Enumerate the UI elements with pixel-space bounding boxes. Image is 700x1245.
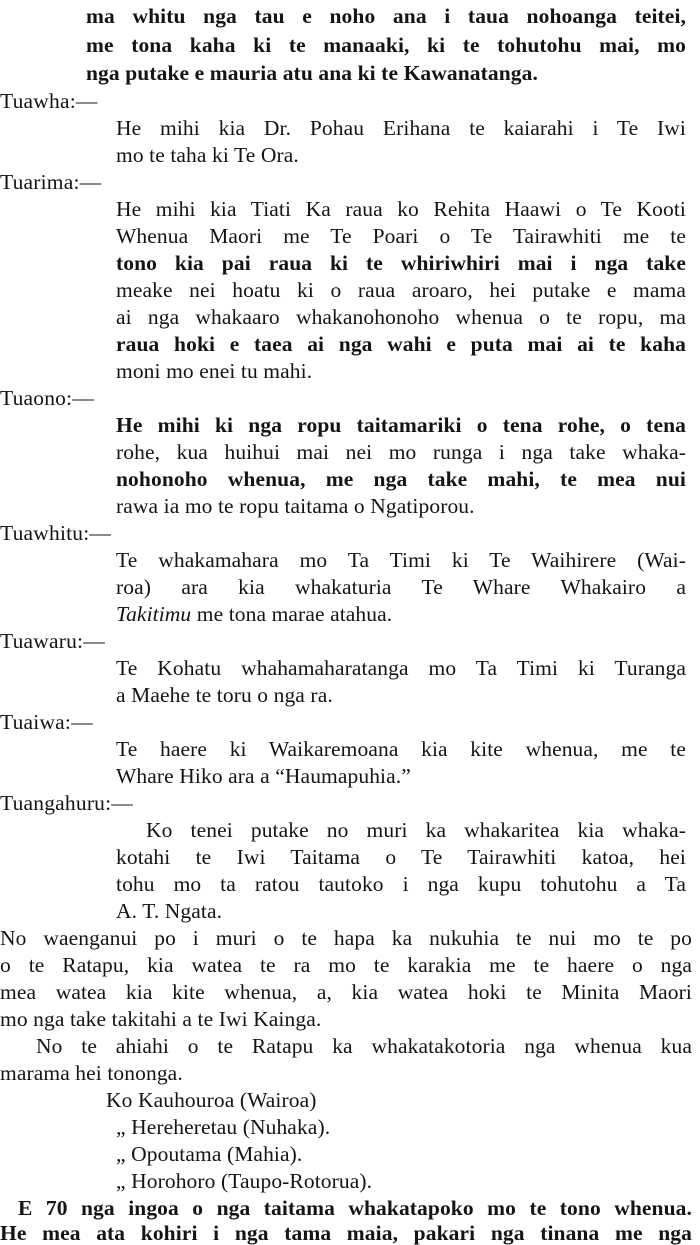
- tuawhitu-line-3-rest: me tona marae atahua.: [191, 602, 393, 626]
- heading-tuawha: Tuawha:—: [0, 89, 98, 113]
- paragraph1-line-1: No waenganui po i muri o te hapa ka nukuhia te nui mo te po: [0, 926, 692, 950]
- paragraph1-line-2: o te Ratapu, kia watea te ra mo te karakia me te haere o nga: [0, 953, 692, 977]
- heading-tuawaru: Tuawaru:—: [0, 629, 105, 653]
- heading-tuaiwa: Tuaiwa:—: [0, 710, 93, 734]
- tuarima-line-4: meake nei hoatu ki o raua aroaro, hei putake e mama: [116, 278, 686, 302]
- intro-line-2: me tona kaha ki te manaaki, ki te tohutohu mai, mo: [86, 33, 686, 57]
- tuaono-line-2: rohe, kua huihui mai nei mo runga i nga take whaka-: [116, 440, 686, 464]
- paragraph1-line-4: mo nga take takitahi a te Iwi Kainga.: [0, 1007, 322, 1031]
- tuarima-line-2: Whenua Maori me Te Poari o Te Tairawhiti me te: [116, 224, 686, 248]
- tuawaru-line-2: a Maehe te toru o nga ra.: [116, 683, 333, 707]
- tuaono-line-1: He mihi ki nga ropu taitamariki o tena rohe, o tena: [116, 413, 686, 437]
- tuarima-line-1: He mihi kia Tiati Ka raua ko Rehita Haawi o Te Kooti: [116, 197, 686, 221]
- heading-tuawhitu: Tuawhitu:—: [0, 521, 112, 545]
- tuawha-line-1: He mihi kia Dr. Pohau Erihana te kaiarahi i Te Iwi: [116, 116, 686, 140]
- tuawhitu-line-3: [116, 602, 392, 626]
- tuaiwa-line-1: Te haere ki Waikaremoana kia kite whenua, me te: [116, 737, 686, 761]
- tuaiwa-line-2: Whare Hiko ara a “Haumapuhia.”: [116, 764, 411, 788]
- heading-tuaono: Tuaono:—: [0, 386, 94, 410]
- tuarima-line-7: moni mo enei tu mahi.: [116, 359, 313, 383]
- tuarima-line-6: raua hoki e taea ai nga wahi e puta mai ai te kaha: [116, 332, 686, 356]
- paragraph2-line-1: No te ahiahi o te Ratapu ka whakatakotoria nga whenua kua: [36, 1034, 692, 1058]
- tuawha-line-2: mo te taha ki Te Ora.: [116, 143, 299, 167]
- tuawhitu-line-2: roa) ara kia whakaturia Te Whare Whakairo a: [116, 575, 686, 599]
- tuarima-line-3: tono kia pai raua ki te whiriwhiri mai i nga take: [116, 251, 686, 275]
- tuawhitu-line-1: Te whakamahara mo Ta Timi ki Te Waihirere (Wai-: [116, 548, 686, 572]
- paragraph3-line-1: E 70 nga ingoa o nga taitama whakatapoko mo te tono whenua.: [18, 1196, 692, 1220]
- tuangahuru-line-1: Ko tenei putake no muri ka whakaritea kia whaka-: [146, 818, 686, 842]
- tuawaru-line-1: Te Kohatu whahamaharatanga mo Ta Timi ki Turanga: [116, 656, 686, 680]
- tuaono-line-3: nohonoho whenua, me nga take mahi, te mea nui: [116, 467, 686, 491]
- land-list-item-1: Ko Kauhouroa (Wairoa): [106, 1088, 317, 1112]
- tuaono-line-4: rawa ia mo te ropu taitama o Ngatiporou.: [116, 494, 475, 518]
- land-list-item-4: „ Horohoro (Taupo-Rotorua).: [116, 1169, 373, 1193]
- tuarima-line-5: ai nga whakaaro whakanohonoho whenua o te ropu, ma: [116, 305, 686, 329]
- paragraph3-line-2: He mea ata kohiri i nga tama maia, pakari nga tinana me nga: [0, 1221, 692, 1245]
- tuangahuru-line-3: tohu mo ta ratou tautoko i nga kupu tohutohu a Ta: [116, 872, 686, 896]
- takitimu-title: Takitimu: [116, 602, 192, 626]
- intro-line-3: nga putake e mauria atu ana ki te Kawanatanga.: [86, 61, 538, 85]
- tuangahuru-line-4: A. T. Ngata.: [116, 899, 223, 923]
- tuangahuru-line-2: kotahi te Iwi Taitama o Te Tairawhiti katoa, hei: [116, 845, 686, 869]
- land-list-item-2: „ Hereheretau (Nuhaka).: [116, 1115, 331, 1139]
- heading-tuangahuru: Tuangahuru:—: [0, 791, 133, 815]
- heading-tuarima: Tuarima:—: [0, 170, 102, 194]
- intro-line-1: ma whitu nga tau e noho ana i taua nohoanga teitei,: [86, 4, 686, 28]
- land-list-item-3: „ Opoutama (Mahia).: [116, 1142, 303, 1166]
- paragraph1-line-3: mea watea kia kite whenua, a, kia watea hoki te Minita Maori: [0, 980, 692, 1004]
- paragraph2-line-2: marama hei tononga.: [0, 1061, 183, 1085]
